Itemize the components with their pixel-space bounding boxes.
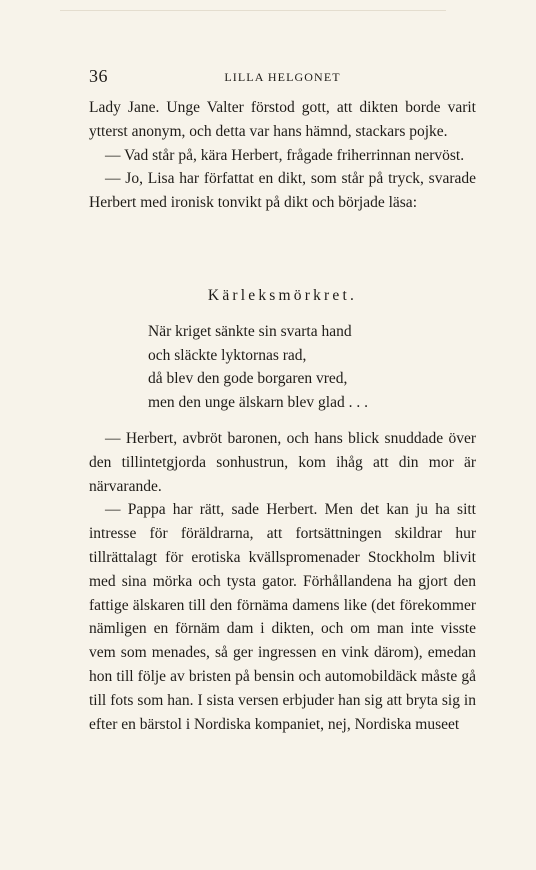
paragraph: — Pappa har rätt, sade Herbert. Men det kan ju ha sitt intresse för föräldrarna, att fortsättningen skildrar hur tillrättalagt för erotiska kvällspromenader Stockholm blivit med sina mörka och tysta gator. Förhållandena ha gjort den fattige älskaren till den förnäma damens like (det förekommer nämligen en förnäm dam i dikten, och om man inte visste vem som menades, så ger ingressen en vink därom), emedan hon till följe av bristen på bensin och automobildäck måste gå till fots som han. I sista versen erbjuder han sig att bryta sig in efter en bärstol i Nordiska kompaniet, nej, Nordiska museet [89,501,476,733]
paragraph: — Vad står på, kära Herbert, frågade friherrinnan nervöst. [105,146,465,164]
running-head-title: LILLA HELGONET [224,70,341,84]
paragraph: — Herbert, avbröt baronen, och hans blick snuddade över den tillintetgjorda sonhustrun, kom ihåg att din mor är närvarande. [89,430,476,495]
poem-title: Kärleksmörkret. [207,287,358,304]
poem-line: då blev den gode borgaren vred, [148,370,348,387]
paragraph: — Jo, Lisa har författat en dikt, som står på tryck, svarade Herbert med ironisk tonvikt på dikt och började läsa: [89,170,476,212]
poem-line: och släckte lyktornas rad, [148,346,307,364]
paragraph: Lady Jane. Unge Valter förstod gott, att dikten borde varit ytterst anonym, och detta var hans hämnd, stackars pojke. [89,99,476,140]
page-number: 36 [89,66,108,86]
text-block-upper [89,96,476,215]
running-head [89,66,476,90]
poem-line: men den unge älskarn blev glad . . . [148,393,368,411]
page-edge-rule [60,10,446,11]
poem-stanza [148,320,368,414]
text-block-lower [89,427,476,736]
poem-line: När kriget sänkte sin svarta hand [148,323,352,340]
